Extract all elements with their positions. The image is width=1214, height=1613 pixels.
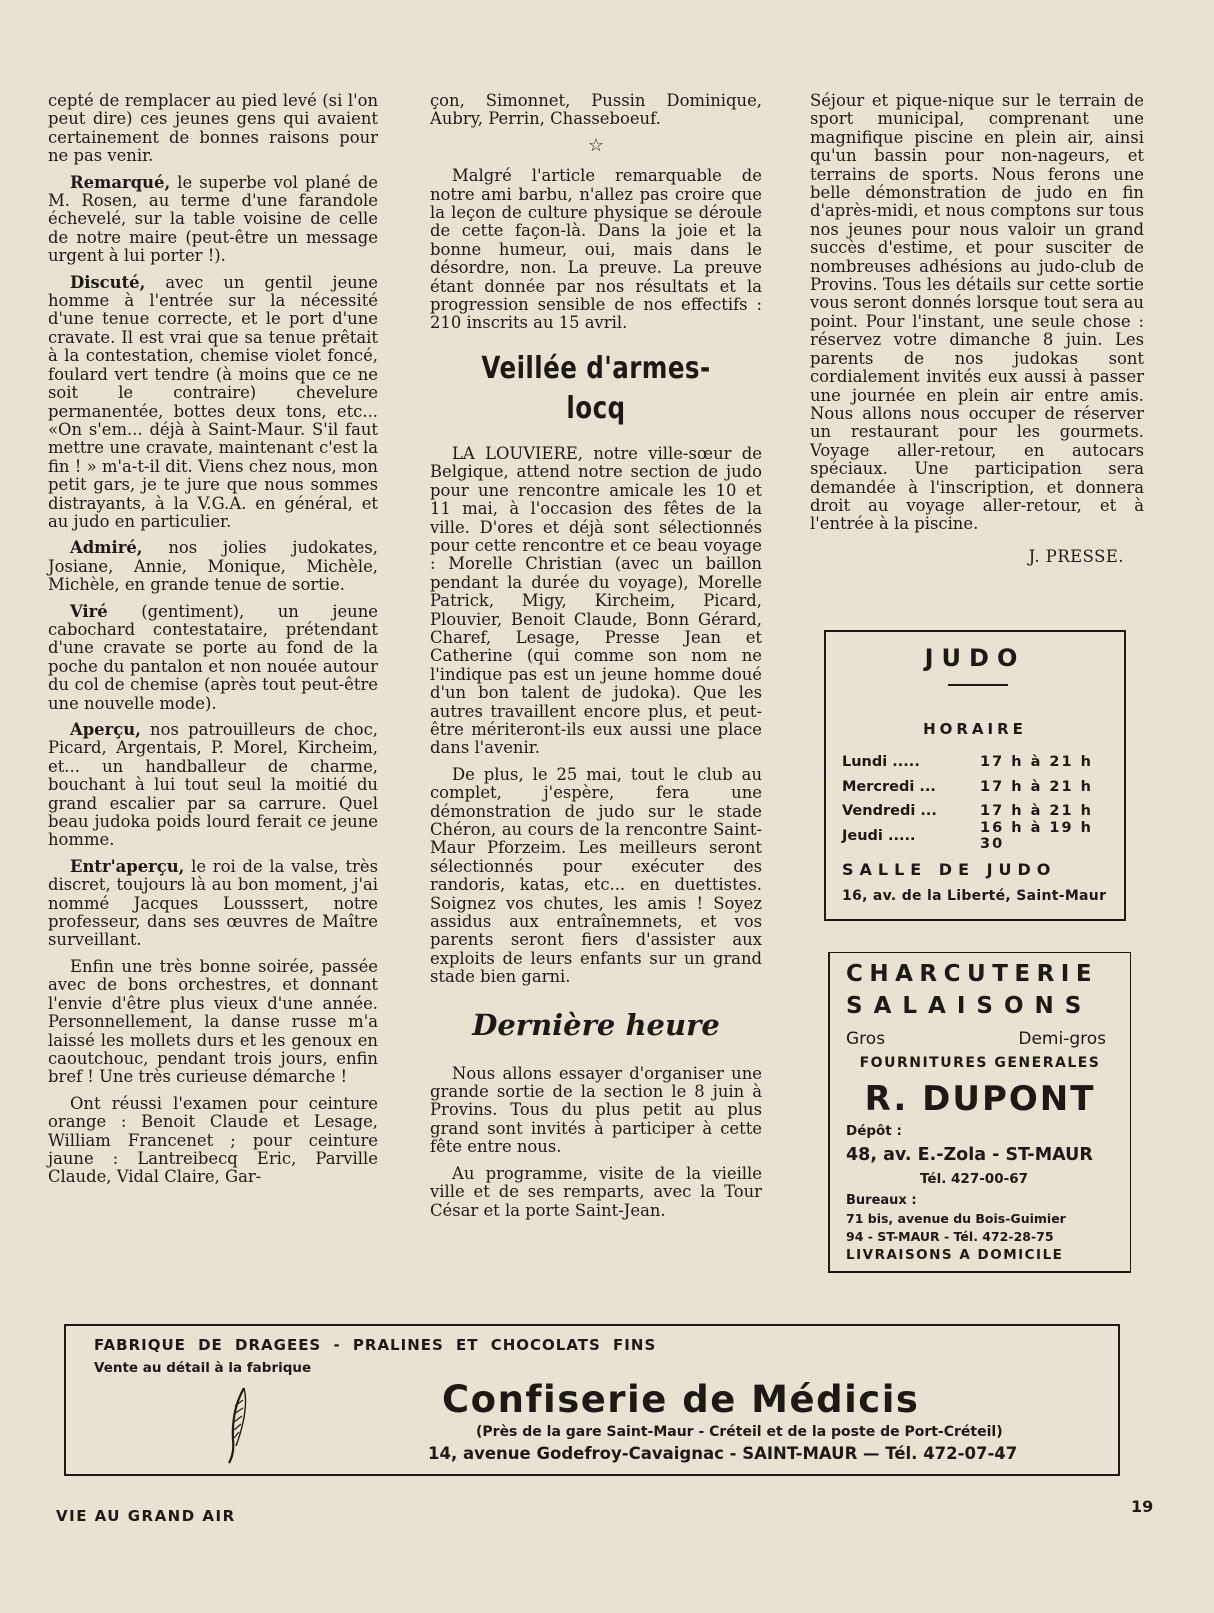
paragraph: Discuté, avec un gentil jeune homme à l'entrée sur la nécessité d'une tenue correcte, et le port d'une cravate. Il est vrai que sa tenue prêtait à la contestation, chemise violet foncé, foulard vert tendre (à moins que ce ne soit le contraire) chevelure permanentée, bottes deux tons, etc... «On s'em... déjà à Saint-Maur. S'il faut mettre une cravate, maintenant c'est la fin ! » m'a-t-il dit. Viens chez nous, mon petit gars, je te jure que nous sommes distrayants, à la V.G.A. en général, et au judo en particulier. [48,272,378,531]
ad-title-line1: CHARCUTERIE [846,961,1099,987]
column-left [48,92,378,1195]
ad-title-line2: SALAISONS [846,993,1093,1019]
venue-address: 16, av. de la Liberté, Saint-Maur [842,888,1107,904]
schedule-day: Jeudi ..... [842,827,916,844]
ad-demi-gros: Demi-gros [1018,1029,1106,1049]
ad-subline: Vente au détail à la fabrique [94,1360,312,1376]
schedule-row [842,819,1114,852]
ad-bureaux-phone: 94 - ST-MAUR - Tél. 472-28-75 [846,1229,1054,1244]
paragraph: De plus, le 25 mai, tout le club au complet, j'espère, fera une démonstration de judo sur le stade Chéron, au cours de la rencontre Saint-Maur Pforzeim. Les meilleurs seront sélectionnés pour exécuter des randoris, katas, etc... en duettistes. Soignez vos chutes, les amis ! Soyez assidus aux entraînemnets, et vos parents seront fiers d'assister aux exploits de leurs enfants sur un grand stade bien garni. [430,764,762,987]
paragraph: Viré (gentiment), un jeune cabochard contestataire, prétendant d'une cravate se porte au fond de la poche du pantalon et non nouée autour du col de chemise (après tout peut-être une nouvelle mode). [48,601,378,713]
paragraph: cepté de remplacer au pied levé (si l'on peut dire) ces jeunes gens qui avaient certainement de bonnes raisons pour ne pas venir. [48,91,378,166]
lead-word: Remarqué, [70,172,171,192]
section-heading: Veillée d'armes-locq [481,350,711,426]
paragraph: çon, Simonnet, Pussin Dominique, Aubry, Perrin, Chasseboeuf. [430,91,762,129]
paragraph: Enfin une très bonne soirée, passée avec de bons orchestres, et donnant l'envie d'être plus vieux d'une année. Personnellement, la danse russe m'a laissé les mollets durs et les genoux en caoutchouc, pendant trois jours, enfin bref ! Une très curieuse démarche ! [48,956,378,1087]
column-middle [430,92,762,1228]
paragraph: Nous allons essayer d'organiser une grande sortie de la section le 8 juin à Provins. Tous du plus petit au plus grand sont invités à participer à cette fête entre nous. [430,1063,762,1157]
lead-word: Entr'aperçu, [70,856,185,876]
schedule-row [842,775,1114,800]
paragraph: Aperçu, nos patrouilleurs de choc, Picard, Argentais, P. Morel, Kircheim, et... un handballeur de charme, bouchant à lui tout seul la moitié du grand escalier par sa carrure. Quel beau judoka poids lourd ferait ce jeune homme. [48,720,378,850]
ad-address: 14, avenue Godefroy-Cavaignac - SAINT-MAUR — Tél. 472-07-47 [428,1444,1018,1463]
schedule-row [842,750,1114,775]
schedule-day: Vendredi ... [842,803,937,820]
schedule-table [842,750,1114,852]
paragraph: Ont réussi l'examen pour ceinture orange : Benoit Claude et Lesage, William Francenet ; pour ceinture jaune : Lantreibecq Eric, Parville Claude, Vidal Claire, Gar- [48,1093,378,1187]
ad-depot-address: 48, av. E.-Zola - ST-MAUR [846,1145,1093,1165]
ad-fournitures: FOURNITURES GENERALES [859,1055,1101,1071]
publication-name: VIE AU GRAND AIR [56,1507,236,1525]
paragraph: Remarqué, le superbe vol plané de M. Rosen, au terme d'une farandole échevelé, sur la table voisine de celle de notre maire (peut-être un message urgent à lui porter !). [48,172,378,266]
ad-bureaux-label: Bureaux : [846,1193,917,1208]
venue-name: SALLE DE JUDO [842,860,1057,879]
star-separator: ☆ [587,134,605,156]
schedule-heading: HORAIRE [923,720,1027,738]
schedule-hours: 16 h à 19 h 30 [980,819,1093,852]
judo-schedule-box [824,630,1126,921]
box-title: JUDO [924,644,1026,672]
schedule-day: Lundi ..... [842,754,920,771]
page-number: 19 [1131,1497,1154,1516]
ad-bureaux-address: 71 bis, avenue du Bois-Guimier [846,1211,1066,1226]
paragraph: Séjour et pique-nique sur le terrain de sport municipal, comprenant une magnifique piscine en plein air, ainsi qu'un bassin pour non-nageurs, et terrains de sports. Nous ferons une belle démonstration de judo en fin d'après-midi, et nous comptons sur tous nos jeunes pour nous valoir un grand succès d'estime, et pour susciter de nombreuses adhésions au judo-club de Provins. Tous les détails sur cette sortie vous seront donnés lorsque tout sera au point. Pour l'instant, une seule chose : réservez votre dimanche 8 juin. Les parents de nos judokas sont cordialement invités eux aussi à passer une journée en plein air entre amis. Nous allons nous occuper de réserver un restaurant pour les gourmets. Voyage aller-retour, en autocars spéciaux. Une participation sera demandée à l'inscription, et donnera droit au voyage aller-retour, et à l'entrée à la piscine. [810,91,1144,534]
lead-word: Viré [70,601,108,621]
paragraph: Au programme, visite de la vieille ville et de ses remparts, avec la Tour César et la porte Saint-Jean. [430,1163,762,1220]
lead-word: Discuté, [70,272,146,292]
divider [948,684,1008,686]
ad-depot-label: Dépôt : [846,1123,902,1139]
paragraph: Entr'aperçu, le roi de la valse, très discret, toujours là au bon moment, j'ai nommé Jacques Lousssert, notre professeur, dans ses œuvres de Maître surveillant. [48,856,378,950]
paragraph: LA LOUVIERE, notre ville-sœur de Belgique, attend notre section de judo pour une rencontre amicale les 10 et 11 mai, à l'occasion des fêtes de la ville. D'ores et déjà sont sélectionnés pour cette rencontre et ce beau voyage : Morelle Christian (avec un baillon pendant la durée du voyage), Morelle Patrick, Migy, Kircheim, Picard, Plouvier, Benoit Claude, Bonn Gérard, Charef, Lesage, Presse Jean et Catherine (qui comme son nom ne l'indique pas est un jeune homme doué d'un bon talent de judoka). Que les autres travaillent encore plus, et peut-être mériteront-ils eux aussi une place dans l'avenir. [430,443,762,758]
paragraph: Malgré l'article remarquable de notre ami barbu, n'allez pas croire que la leçon de culture physique se déroule de cette façon-là. Dans la joie et la bonne humeur, oui, mais dans le désordre, non. La preuve. La preuve étant donnée par nos résultats et la progression sensible de nos effectifs : 210 inscrits au 15 avril. [430,166,762,333]
ad-business-name: Confiserie de Médicis [442,1378,920,1421]
schedule-hours: 17 h à 21 h [980,778,1093,795]
section-heading: Dernière heure [472,1007,720,1042]
schedule-hours: 17 h à 21 h [980,803,1093,820]
schedule-hours: 17 h à 21 h [980,754,1093,771]
column-right [810,92,1144,566]
ad-phone: Tél. 427-00-67 [920,1171,1028,1187]
feather-icon [226,1386,250,1464]
lead-word: Aperçu, [70,720,141,739]
lead-word: Admiré, [70,538,143,558]
ad-livraisons: LIVRAISONS A DOMICILE [846,1247,1064,1263]
ad-business-name: R. DUPONT [864,1079,1096,1119]
signature: J. PRESSE. [1028,546,1124,566]
ad-location-note: (Près de la gare Saint-Maur - Créteil et de la poste de Port-Créteil) [476,1424,1003,1440]
confiserie-ad [64,1324,1120,1476]
paragraph: Admiré, nos jolies judokates, Josiane, Annie, Monique, Michèle, Michèle, en grande tenue de sortie. [48,538,378,595]
charcuterie-ad [828,952,1131,1273]
ad-gros: Gros [846,1029,886,1049]
schedule-day: Mercredi ... [842,778,936,795]
ad-tagline: FABRIQUE DE DRAGEES - PRALINES ET CHOCOLATS FINS [94,1336,657,1354]
